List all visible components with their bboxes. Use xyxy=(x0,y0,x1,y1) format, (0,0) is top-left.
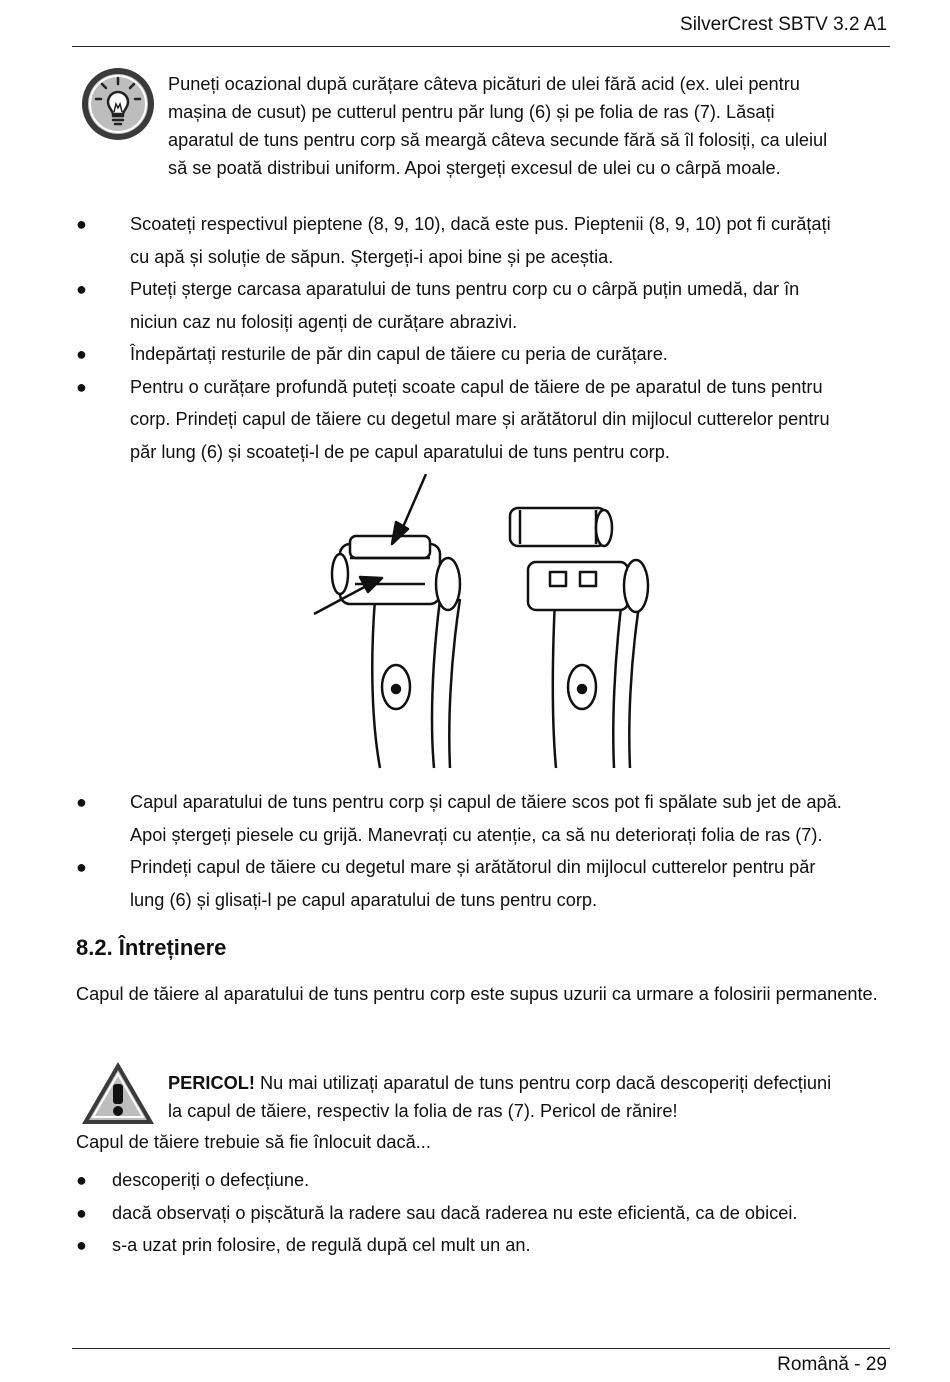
list-item xyxy=(76,851,892,916)
list-item-line: Apoi ștergeți piesele cu grijă. Manevrați cu atenție, ca să nu deteriorați folia de ras (7). xyxy=(130,824,823,845)
cleaning-list xyxy=(76,208,892,468)
tip-line: aparatul de tuns pentru corp să meargă câteva secunde fără să îl folosiți, ca uleiul xyxy=(168,130,828,150)
list-item xyxy=(76,1229,892,1262)
list-item xyxy=(76,371,892,469)
list-item-line: cu apă și soluție de săpun. Ștergeți-i apoi bine și pe aceștia. xyxy=(130,246,614,267)
list-item xyxy=(76,338,892,371)
tip-line: să se poată distribui uniform. Apoi ștergeți excesul de ulei cu o cârpă moale. xyxy=(168,158,781,178)
list-item-line: s-a uzat prin folosire, de regulă după cel mult un an. xyxy=(112,1235,531,1255)
footer-rule xyxy=(72,1348,890,1349)
bullet-dot: ● xyxy=(76,1235,87,1255)
header-title: SilverCrest SBTV 3.2 A1 xyxy=(680,14,887,35)
lightbulb-icon xyxy=(80,66,156,142)
list-item xyxy=(76,208,892,273)
section-paragraph: Capul de tăiere al aparatului de tuns pentru corp este supus uzurii ca urmare a folosirii permanente. xyxy=(76,984,878,1004)
warning-label: PERICOL! xyxy=(168,1073,255,1093)
warning-line xyxy=(168,1069,888,1097)
tip-line: Puneți ocazional după curățare câteva picături de ulei fără acid (ex. ulei pentru xyxy=(168,74,800,94)
list-item-line: descoperiți o defecțiune. xyxy=(112,1170,310,1190)
list-item-line: Îndepărtați resturile de păr din capul de tăiere cu peria de curățare. xyxy=(130,344,668,364)
list-item-line: Pentru o curățare profundă puteți scoate capul de tăiere de pe aparatul de tuns pentru xyxy=(130,376,823,397)
bullet-dot: ● xyxy=(76,1202,87,1223)
bullet-dot: ● xyxy=(76,857,87,877)
tip-line: mașina de cusut) pe cutterul pentru păr lung (6) și pe folia de ras (7). Lăsați xyxy=(168,102,775,122)
washing-list xyxy=(76,786,892,916)
list-item xyxy=(76,1164,892,1197)
warning-text xyxy=(168,1069,888,1125)
list-item xyxy=(76,786,892,851)
list-item-line: lung (6) și glisați-l pe capul aparatului de tuns pentru corp. xyxy=(130,889,598,910)
list-item-line: Prindeți capul de tăiere cu degetul mare și arătătorul din mijlocul cutterelor pentru păr xyxy=(130,857,816,877)
trimmer-head-illustration xyxy=(300,474,670,774)
replace-list xyxy=(76,1164,892,1262)
bullet-dot: ● xyxy=(76,376,87,397)
section-title: 8.2. Întreținere xyxy=(76,935,227,960)
bullet-dot: ● xyxy=(76,792,87,812)
bullet-dot: ● xyxy=(76,279,87,299)
replace-lead: Capul de tăiere trebuie să fie înlocuit dacă... xyxy=(76,1132,431,1152)
list-item-line: Capul aparatului de tuns pentru corp și capul de tăiere scos pot fi spălate sub jet de apă. xyxy=(130,792,842,812)
list-item-line: corp. Prindeți capul de tăiere cu degetul mare și arătătorul din mijlocul cutterelor pentru xyxy=(130,409,830,429)
bullet-dot: ● xyxy=(76,214,87,234)
warning-line1: Nu mai utilizați aparatul de tuns pentru corp dacă descoperiți defecțiuni xyxy=(254,1073,832,1093)
bullet-dot: ● xyxy=(76,1170,87,1190)
header-rule xyxy=(72,46,890,47)
list-item-line: dacă observați o pișcătură la radere sau dacă raderea nu este eficientă, ca de obicei. xyxy=(112,1202,798,1223)
list-item-line: Puteți șterge carcasa aparatului de tuns pentru corp cu o cârpă puțin umedă, dar în xyxy=(130,279,800,299)
tip-text xyxy=(168,70,880,182)
list-item xyxy=(76,1197,892,1230)
list-item-line: păr lung (6) și scoateți-l de pe capul aparatului de tuns pentru corp. xyxy=(130,441,670,462)
list-item-line: niciun caz nu folosiți agenți de curățare abrazivi. xyxy=(130,311,518,332)
warning-icon xyxy=(80,1060,156,1126)
page-number: Română - 29 xyxy=(777,1354,887,1375)
bullet-dot: ● xyxy=(76,344,87,364)
list-item xyxy=(76,273,892,338)
warning-line2: la capul de tăiere, respectiv la folia de ras (7). Pericol de rănire! xyxy=(168,1101,678,1121)
list-item-line: Scoateți respectivul pieptene (8, 9, 10), dacă este pus. Pieptenii (8, 9, 10) pot fi curățați xyxy=(130,214,831,234)
